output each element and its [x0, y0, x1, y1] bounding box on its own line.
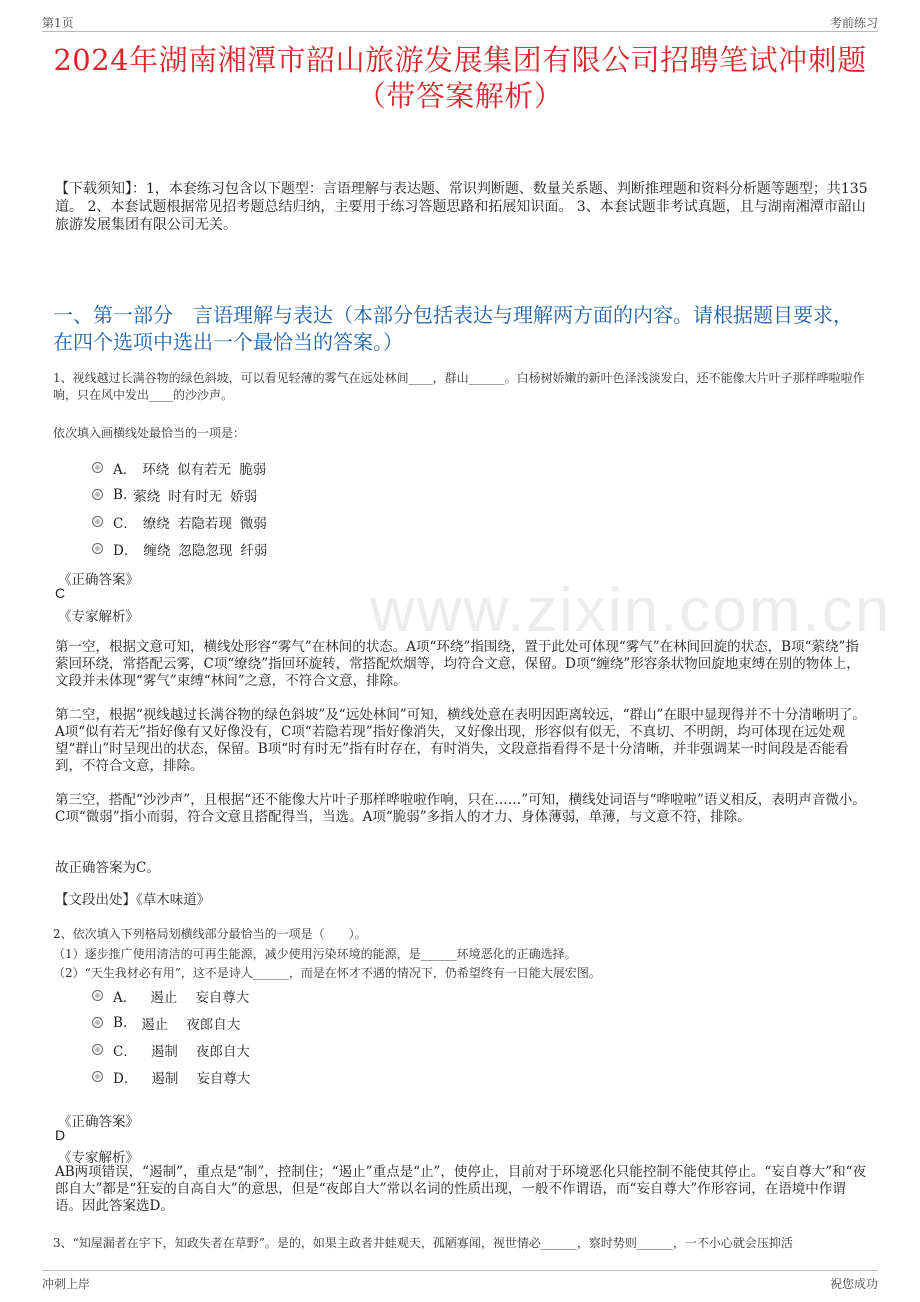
analysis-paragraph: AB两项错误，“遏制”，重点是“制”，控制住；“遏止”重点是“止”，使停止，目前对于环境恶化只能控制不能使其停止。“妄自尊大”和“夜郎自大”都是“狂妄的自高自大”的意思，但是“夜郎自大”常以名词的性质出现，一般不作谓语，而“妄自尊大”作形容词，在语境中作谓语。因此答案选D。 [55, 1164, 867, 1214]
question-1-stem: 1、视线越过长满谷物的绿色斜坡，可以看见轻薄的雾气在远处林间____，群山______。白杨树娇嫩的新叶色泽浅淡发白，还不能像大片叶子那样哗啦啦作响，只在风中发出____的沙沙声。 [53, 371, 865, 402]
section-heading: 一、第一部分 言语理解与表达（本部分包括表达与理解两方面的内容。请根据题目要求，在四个选项中选出一个最恰当的答案。） [53, 303, 853, 354]
analysis-label: 《专家解析》 [58, 1150, 139, 1166]
document-title [40, 42, 880, 114]
option-d[interactable]: D． 遏制 妄自尊大 [92, 1063, 250, 1090]
option-b[interactable]: B. 萦绕 时有时无 娇弱 [92, 481, 267, 508]
footer-right: 祝您成功 [829, 1277, 878, 1291]
question-3-stem: 3、“知屋漏者在宇下，知政失者在草野”。是的，如果主政者井蛙观天，孤陋寡闻，视世情必______，察时势则______，一不小心就会压抑活 [53, 1236, 793, 1250]
page-footer [42, 1270, 878, 1292]
radio-icon[interactable] [92, 462, 103, 473]
download-notice: 【下载须知】：1，本套练习包含以下题型：言语理解与表达题、常识判断题、数量关系题、判断推理题和资料分析题等题型；共135道。 2、本套试题根据常见招考题总结归纳，主要用于练习答题思路和拓展知识面。 3、本套试题非考试真题，且与湖南湘潭市韶山旅游发展集团有限公司无关。 [55, 181, 868, 233]
radio-icon[interactable] [92, 516, 103, 527]
question-2-sub-2: （2）“天生我材必有用”，这不是诗人______，而是在怀才不遇的情况下，仍希望终有一日能大展宏图。 [53, 966, 601, 980]
header-tag: 考前练习 [829, 16, 878, 30]
question-1-options [92, 454, 267, 562]
radio-icon[interactable] [92, 1017, 103, 1028]
option-b[interactable]: B. 遏止 夜郎自大 [92, 1009, 250, 1036]
radio-icon[interactable] [92, 1071, 103, 1082]
option-a[interactable]: A． 遏止 妄自尊大 [92, 982, 250, 1009]
analysis-paragraph: 第二空，根据“视线越过长满谷物的绿色斜坡”及“远处林间”可知，横线处意在表明因距离较远，“群山”在眼中显现得并不十分清晰明了。A项“似有若无”指好像有又好像没有，C项“若隐若现”指好像消失，又好像出现，形容似有似无，不真切、不明朗，均可体现在远处观望“群山”时呈现出的状态，保留。B项“时有时无”指有时存在，有时消失，文段意指看得不是十分清晰，并非强调某一时间段是否能看到，不符合文意，排除。 [55, 707, 866, 774]
radio-icon[interactable] [92, 1044, 103, 1055]
page-header [42, 12, 878, 32]
source-citation: 【文段出处】《草木味道》 [55, 892, 211, 908]
radio-icon[interactable] [92, 489, 103, 500]
title-line-1: 2024年湖南湘潭市韶山旅游发展集团有限公司招聘笔试冲刺题 [53, 43, 867, 77]
analysis-label: 《专家解析》 [58, 609, 139, 625]
answer-value: C [55, 585, 66, 601]
answer-label: 《正确答案》 [58, 572, 139, 588]
radio-icon[interactable] [92, 990, 103, 1001]
footer-left: 冲刺上岸 [42, 1277, 91, 1291]
option-c[interactable]: C． 缭绕 若隐若现 微弱 [92, 508, 267, 535]
option-d[interactable]: D． 缠绕 忽隐忽现 纤弱 [92, 535, 267, 562]
question-2-sub-1: （1）逐步推广使用清洁的可再生能源，减少使用污染环境的能源，是______环境恶化的正确选择。 [53, 947, 577, 961]
radio-icon[interactable] [92, 543, 103, 554]
analysis-conclusion: 故正确答案为C。 [55, 860, 160, 876]
option-c[interactable]: C． 遏制 夜郎自大 [92, 1036, 250, 1063]
title-line-2: （带答案解析） [356, 79, 564, 113]
analysis-paragraph: 第一空，根据文意可知，横线处形容“雾气”在林间的状态。A项“环绕”指围绕，置于此处可体现“雾气”在林间回旋的状态，B项“萦绕”指萦回环绕，常搭配云雾，C项“缭绕”指回环旋转，常搭配炊烟等，均符合文意，保留。D项“缠绕”形容条状物回旋地束缚在别的物体上，文段并未体现“雾气”束缚“林间”之意，不符合文意，排除。 [55, 639, 860, 689]
analysis-paragraph: 第三空，搭配“沙沙声”，且根据“还不能像大片叶子那样哗啦啦作响，只在……”可知，横线处词语与“哗啦啦”语义相反，表明声音微小。C项“微弱”指小而弱，符合文意且搭配得当，当选。A项“脆弱”多指人的才力、身体薄弱，单薄，与文意不符，排除。 [55, 792, 866, 825]
answer-value: D [55, 1127, 66, 1143]
option-a[interactable]: A． 环绕 似有若无 脆弱 [92, 454, 267, 481]
page-number: 第1页 [42, 16, 74, 30]
answer-label: 《正确答案》 [58, 1114, 139, 1130]
watermark: www.zixin.com.cn [370, 576, 892, 645]
question-1-prompt: 依次填入画横线处最恰当的一项是： [53, 426, 246, 440]
question-2-options [92, 982, 250, 1090]
question-2-stem: 2、依次填入下列格局划横线部分最恰当的一项是（ ）。 [53, 927, 367, 941]
